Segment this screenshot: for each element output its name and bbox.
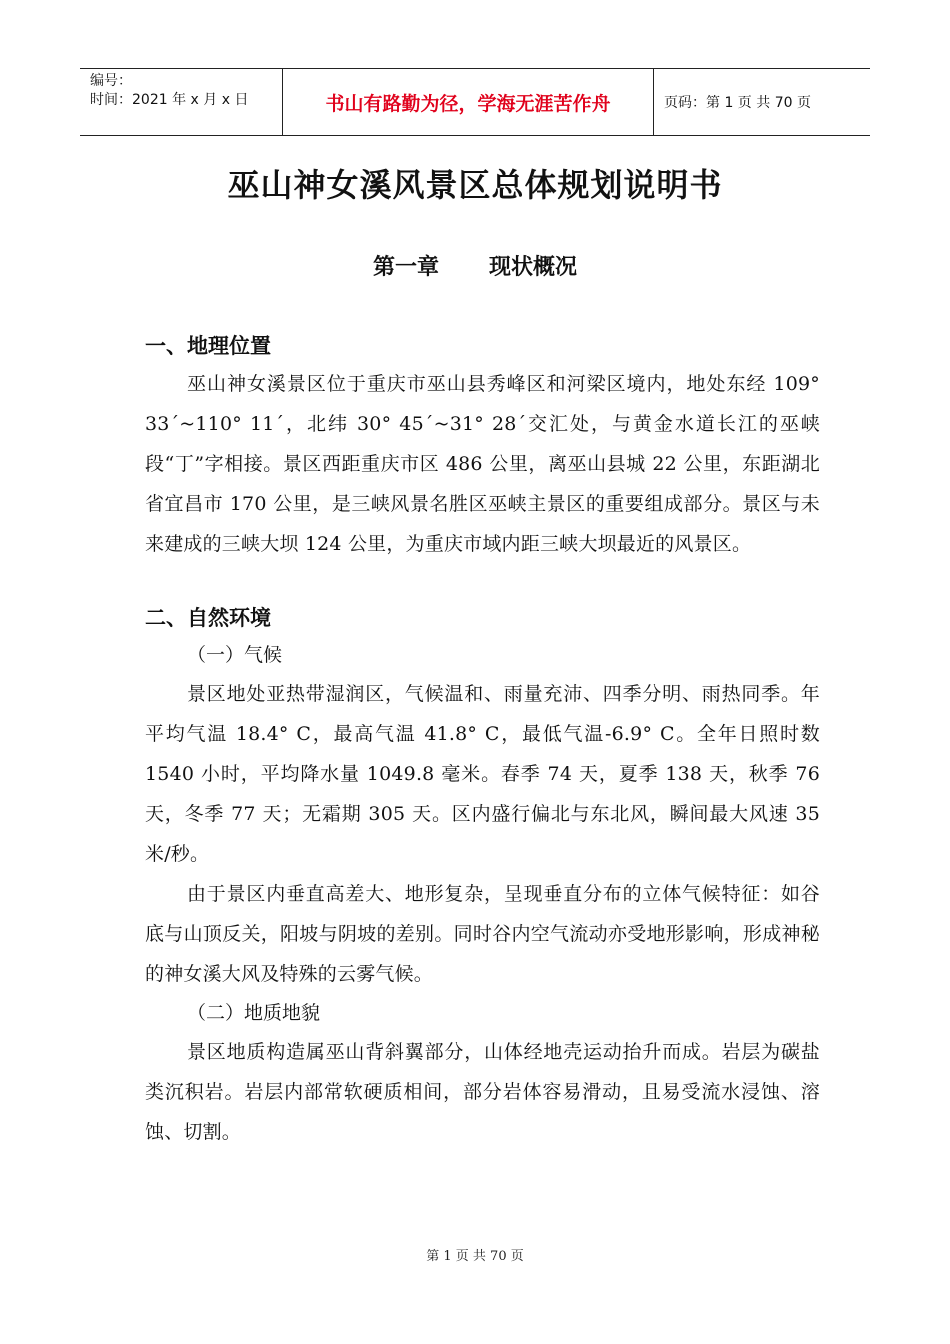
section-heading-environment: 二、自然环境: [145, 606, 271, 630]
subsection-climate: （一）气候: [187, 644, 283, 666]
document-title: 巫山神女溪风景区总体规划说明书: [227, 166, 723, 204]
paragraph-location: 巫山神女溪景区位于重庆市巫山县秀峰区和河梁区境内，地处东经 109° 33´~110° 11´，北纬 30° 45´~31° 28´交汇处，与黄金水道长江的巫峡段“丁”字相接。景区西距重庆市区 486 公里，离巫山县城 22 公里，东距湖北省宜昌市 170 公里，是三峡风景名胜区巫峡主景区的重要组成部分。景区与未来建成的三峡大坝 124 公里，为重庆市域内距三峡大坝最近的风景区。: [145, 373, 820, 555]
time-label: 时间：2021 年 x 月 x 日: [90, 92, 249, 108]
paragraph-climate-2: 由于景区内垂直高差大、地形复杂，呈现垂直分布的立体气候特征：如谷底与山顶反关，阳坡与阴坡的差别。同时谷内空气流动亦受地形影响，形成神秘的神女溪大风及特殊的云雾气候。: [145, 883, 820, 985]
header-motto: 书山有路勤为径，学海无涯苦作舟: [282, 69, 654, 135]
paragraph-climate-1: 景区地处亚热带湿润区，气候温和、雨量充沛、四季分明、雨热同季。年平均气温 18.4° C，最高气温 41.8° C，最低气温-6.9° C。全年日照时数 1540 小时，平均降水量 1049.8 毫米。春季 74 天，夏季 138 天，秋季 76 天，冬季 77 天；无霜期 305 天。区内盛行偏北与东北风，瞬间最大风速 35 米/秒。: [145, 683, 820, 865]
chapter-name: 现状概况: [489, 255, 578, 280]
chapter-number: 第一章: [372, 255, 439, 280]
document-body: [145, 328, 820, 1152]
page-header: [80, 68, 870, 136]
number-label: 编号：: [90, 73, 132, 89]
section-heading-location: 一、地理位置: [145, 334, 271, 358]
subsection-geology: （二）地质地貌: [187, 1002, 321, 1024]
header-page-info: 页码：第 1 页 共 70 页: [664, 95, 811, 111]
paragraph-geology: 景区地质构造属巫山背斜翼部分，山体经地壳运动抬升而成。岩层为碳盐类沉积岩。岩层内部常软硬质相间，部分岩体容易滑动，且易受流水浸蚀、溶蚀、切割。: [145, 1041, 820, 1143]
chapter-heading: [0, 250, 950, 281]
header-meta: [80, 69, 282, 135]
page-footer: 第 1 页 共 70 页: [426, 1249, 524, 1264]
